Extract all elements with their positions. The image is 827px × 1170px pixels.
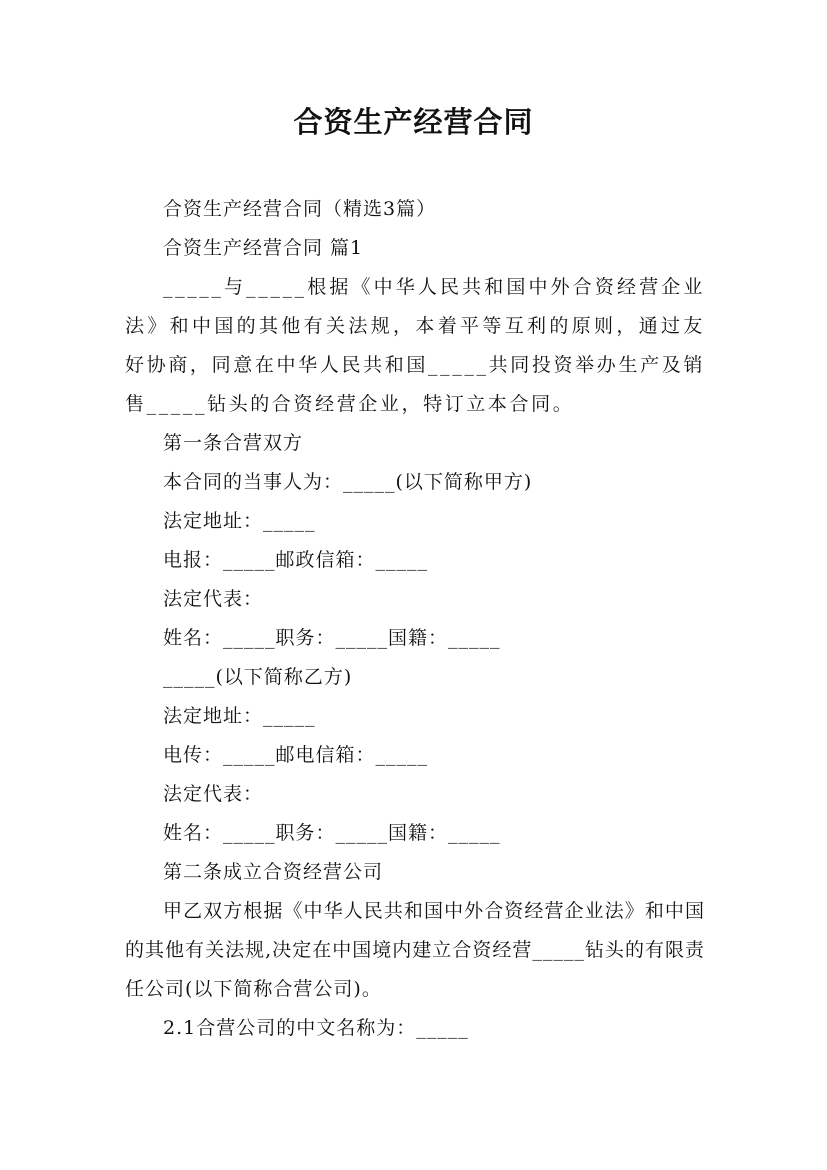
paragraph-preamble: _____与_____根据《中华人民共和国中外合资经营企业法》和中国的其他有关法规，本着平等互利的原则，通过友好协商，同意在中华人民共和国_____共同投资举办生产及销售_____钻头的合资经营企业，特订立本合同。 xyxy=(125,276,705,415)
paragraph-party-b-name: 姓名：_____职务：_____国籍：_____ xyxy=(163,822,501,844)
paragraph-party-a-representative: 法定代表： xyxy=(163,588,264,610)
paragraph-party-b-address: 法定地址：_____ xyxy=(163,705,316,727)
paragraph-party-b: _____(以下简称乙方) xyxy=(163,666,353,688)
paragraph-party-a-telegram: 电报：_____邮政信箱：_____ xyxy=(163,549,429,571)
paragraph-party-a-address: 法定地址：_____ xyxy=(163,510,316,532)
document-title: 合资生产经营合同 xyxy=(293,105,534,139)
paragraph-article-2-1: 2.1合营公司的中文名称为：_____ xyxy=(163,1017,469,1039)
paragraph-party-a-name: 姓名：_____职务：_____国籍：_____ xyxy=(163,627,501,649)
paragraph-party-a: 本合同的当事人为：_____(以下简称甲方) xyxy=(163,471,533,493)
document-body xyxy=(125,190,705,1048)
paragraph-party-b-telex: 电传：_____邮电信箱：_____ xyxy=(163,744,429,766)
paragraph-article-1-heading: 第一条合营双方 xyxy=(163,432,304,454)
paragraph-section-heading: 合资生产经营合同 篇1 xyxy=(163,237,364,259)
paragraph-party-b-representative: 法定代表： xyxy=(163,783,264,805)
paragraph-article-2-heading: 第二条成立合资经营公司 xyxy=(163,861,384,883)
paragraph-subtitle: 合资生产经营合同（精选3篇） xyxy=(163,198,437,220)
paragraph-article-2-body: 甲乙双方根据《中华人民共和国中外合资经营企业法》和中国的其他有关法规,决定在中国境内建立合资经营_____钻头的有限责任公司(以下简称合营公司)。 xyxy=(125,900,705,1000)
